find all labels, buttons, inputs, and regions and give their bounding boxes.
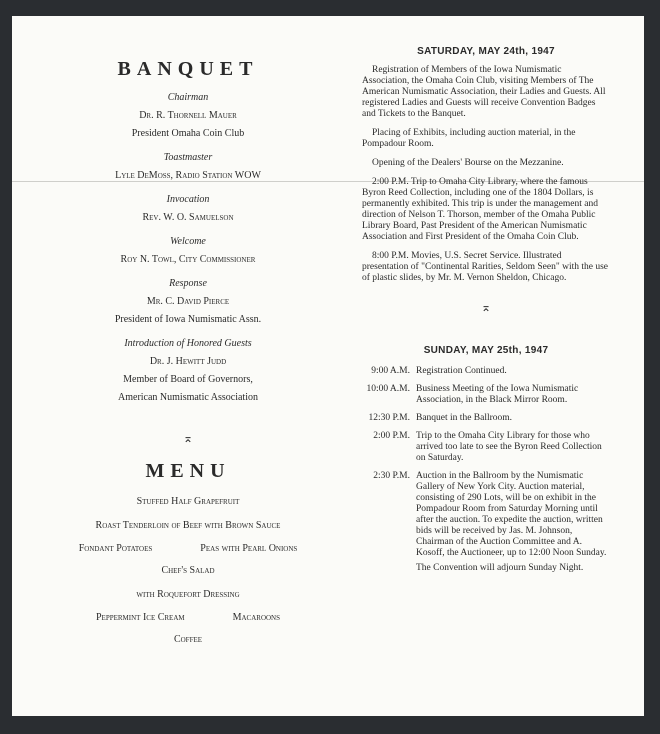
intro-title-1: Member of Board of Governors, [123, 374, 253, 385]
menu-item: Peas with Pearl Onions [200, 543, 298, 554]
intro-title-2: American Numismatic Association [118, 392, 258, 403]
saturday-paragraph: Registration of Members of the Iowa Numismatic Association, the Omaha Coin Club, visiting Members of The American Numismatic Association, their Ladies and Guests. All registered Ladies and Guests will receive Convention Badges and Tickets to the Banquet. [362, 65, 606, 119]
ornament-icon: ⌅ [182, 431, 194, 445]
saturday-title: SATURDAY, MAY 24th, 1947 [417, 46, 555, 57]
schedule-row [362, 413, 610, 424]
menu-item: Macaroons [232, 612, 281, 623]
saturday-paragraph: Placing of Exhibits, including auction material, in the Pompadour Room. [362, 128, 576, 149]
schedule-time: 10:00 A.M. [366, 384, 410, 394]
schedule-desc: Auction in the Ballroom by the Numismatic Gallery of New York City. Auction material, consisting of 290 Lots, will be on exhibit in the Pompadour Room from Saturday Morning until after the auction. To expedite the auction, written bids will be received by Jas. M. Johnson, Chairman of the Auction Committee and A. Kosoff, the Auctioneer, up to 12:00 Noon Sunday. [416, 471, 607, 558]
chairman-title: President Omaha Coin Club [131, 128, 245, 139]
saturday-paragraph: 2:00 P.M. Trip to Omaha City Library, where the famous Byron Reed Collection, including one of the 1804 Dollars, is permanently exhibited. This trip is under the management and direction of Nelson T. Thorson, member of the Omaha Public Library Board, Past President of the American Numismatic Association and First President of the Omaha Coin Club. [362, 177, 598, 242]
schedule-row [362, 366, 610, 377]
schedule-row [362, 471, 610, 559]
schedule-row [362, 384, 610, 406]
chairman-name: Dr. R. Thornell Mauer [139, 110, 237, 121]
saturday-paragraph: Opening of the Dealers' Bourse on the Mezzanine. [372, 158, 564, 168]
response-role: Response [169, 278, 207, 289]
schedule-desc: Registration Continued. [416, 366, 507, 376]
program-page [12, 16, 644, 716]
right-column [362, 46, 610, 574]
schedule-footer: The Convention will adjourn Sunday Night. [416, 563, 584, 573]
menu-row [42, 543, 334, 554]
schedule-time: 2:00 P.M. [373, 431, 410, 441]
chairman-role: Chairman [167, 92, 209, 103]
invocation-role: Invocation [166, 194, 210, 205]
menu-item: Stuffed Half Grapefruit [136, 496, 240, 507]
saturday-paragraph: 8:00 P.M. Movies, U.S. Secret Service. Illustrated presentation of "Continental Rarities, Seldom Seen" with the use of plastic slides, by Mr. M. Vernon Sheldon, Chicago. [362, 251, 609, 283]
schedule-desc: Banquet in the Ballroom. [416, 413, 513, 423]
schedule-time: 2:30 P.M. [373, 471, 410, 481]
invocation-name: Rev. W. O. Samuelson [142, 212, 234, 223]
intro-name: Dr. J. Hewitt Judd [149, 356, 227, 367]
intro-role: Introduction of Honored Guests [124, 338, 252, 349]
schedule-desc: Business Meeting of the Iowa Numismatic Association, in the Black Mirror Room. [416, 384, 579, 405]
menu-item: Peppermint Ice Cream [95, 612, 185, 623]
left-column [42, 46, 334, 647]
menu-item: Coffee [173, 634, 203, 645]
menu-item: Chef's Salad [161, 565, 215, 576]
ornament-icon: ⌅ [480, 300, 492, 314]
sunday-schedule [362, 366, 610, 574]
schedule-row [362, 431, 610, 464]
menu-row [42, 612, 334, 623]
welcome-role: Welcome [170, 236, 206, 247]
menu-item: Roast Tenderloin of Beef with Brown Sauce [95, 520, 281, 531]
menu-item: Fondant Potatoes [78, 543, 153, 554]
response-name: Mr. C. David Pierce [146, 296, 230, 307]
banquet-title: BANQUET [117, 58, 259, 80]
menu-item: with Roquefort Dressing [136, 589, 240, 600]
schedule-desc: Trip to the Omaha City Library for those who arrived too late to see the Byron Reed Collection on Saturday. [416, 431, 602, 463]
schedule-time: 12:30 P.M. [368, 413, 410, 423]
sunday-title: SUNDAY, MAY 25th, 1947 [423, 345, 549, 356]
welcome-name: Roy N. Towl, City Commissioner [120, 254, 256, 265]
response-title: President of Iowa Numismatic Assn. [114, 314, 262, 325]
toastmaster-role: Toastmaster [163, 152, 213, 163]
menu-title: MENU [145, 460, 231, 482]
toastmaster-name: Lyle DeMoss, Radio Station WOW [115, 170, 261, 181]
schedule-time: 9:00 A.M. [371, 366, 410, 376]
